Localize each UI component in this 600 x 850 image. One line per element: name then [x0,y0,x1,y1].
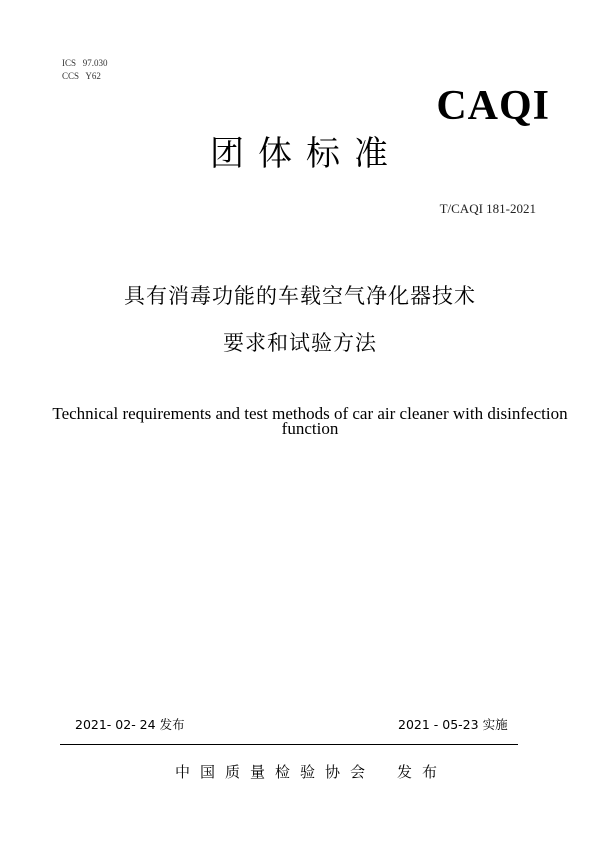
implement-date: 2021 - 05-23 实施 [398,717,508,732]
classification-codes [62,57,108,83]
divider-line [60,744,518,745]
issue-label: 发布 [397,763,448,781]
footer-issuer [175,761,447,782]
title-cn-line2: 要求和试验方法 [223,331,377,355]
ics-code: ICS 97.030 [62,58,108,68]
issuing-organization: 中国质量检验协会 [175,763,376,781]
title-cn-line1: 具有消毒功能的车载空气净化器技术 [124,284,476,308]
publish-date: 2021- 02- 24 发布 [75,717,185,732]
caqi-logo: CAQI [436,83,550,129]
standard-type-heading: 团体标准 [210,134,402,174]
title-en: Technical requirements and test methods of car air cleaner with disinfection function [52,404,568,438]
standard-number: T/CAQI 181-2021 [439,201,536,216]
ccs-code: CCS Y62 [62,71,101,81]
